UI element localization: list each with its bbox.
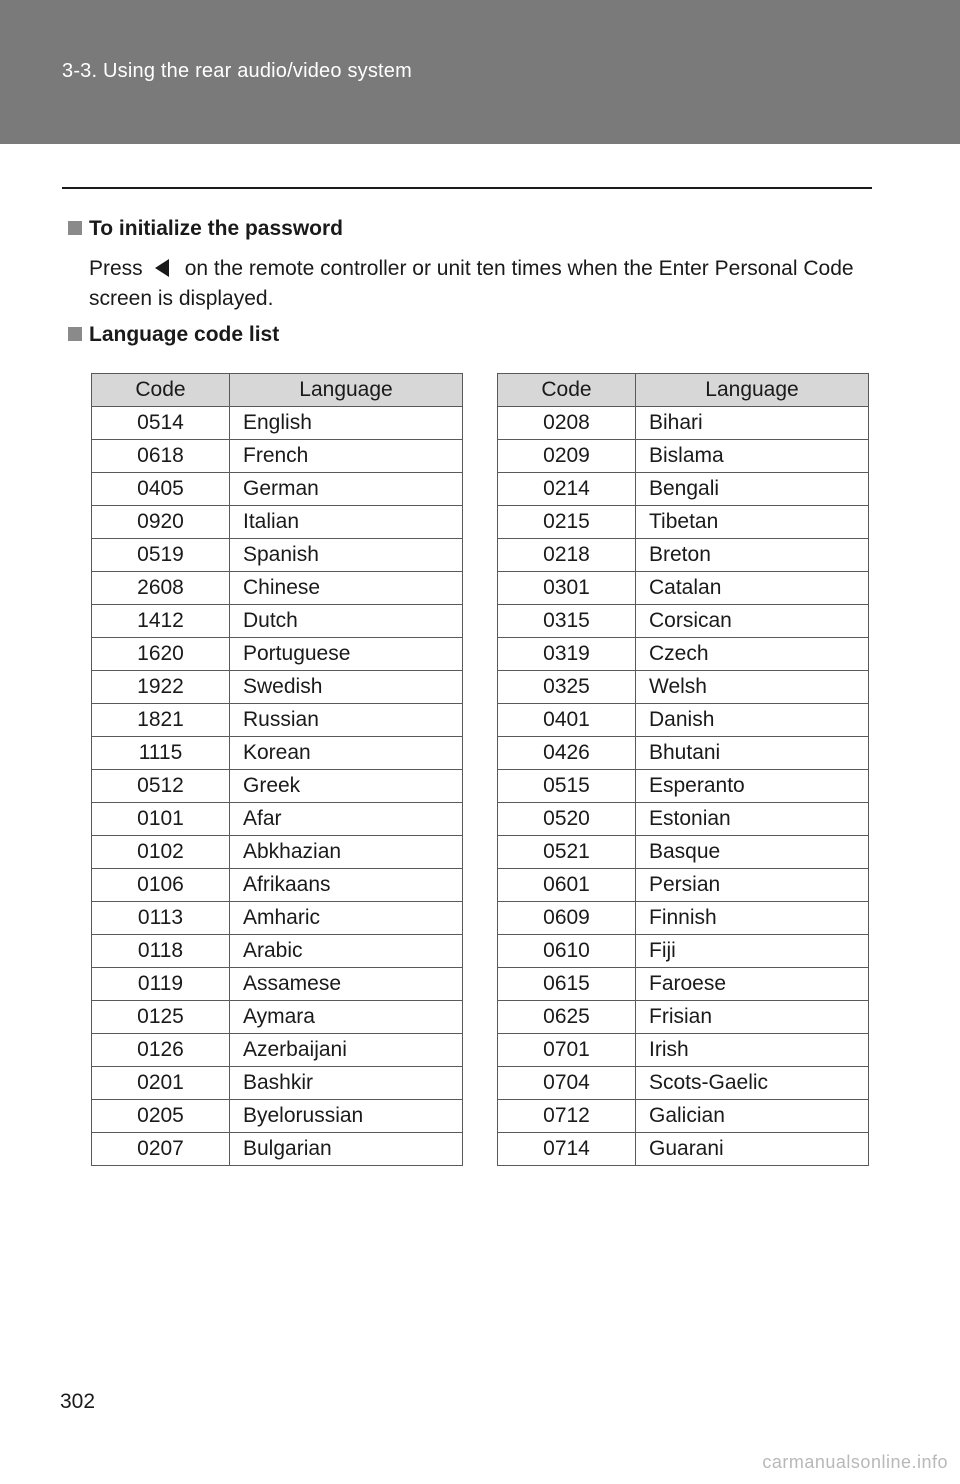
language-code-cell: 0701 [498, 1034, 636, 1067]
instruction-press: Press [89, 257, 143, 280]
language-name-cell: Amharic [230, 902, 463, 935]
language-name-cell: Galician [636, 1100, 869, 1133]
table-row [498, 1001, 869, 1034]
language-name-cell: Bashkir [230, 1067, 463, 1100]
language-code-cell: 1412 [92, 605, 230, 638]
language-code-cell: 0515 [498, 770, 636, 803]
language-code-cell: 0512 [92, 770, 230, 803]
table-row [92, 1133, 463, 1166]
table-row [92, 671, 463, 704]
language-code-cell: 0325 [498, 671, 636, 704]
language-code-cell: 0215 [498, 506, 636, 539]
language-code-cell: 0126 [92, 1034, 230, 1067]
language-code-cell: 0625 [498, 1001, 636, 1034]
language-code-cell: 1821 [92, 704, 230, 737]
language-name-cell: Greek [230, 770, 463, 803]
language-name-cell: Basque [636, 836, 869, 869]
table-row [498, 1100, 869, 1133]
table-row [92, 935, 463, 968]
table-row [498, 1034, 869, 1067]
language-name-cell: Assamese [230, 968, 463, 1001]
table-row [498, 902, 869, 935]
language-name-cell: Afar [230, 803, 463, 836]
language-name-cell: German [230, 473, 463, 506]
table-row [92, 1067, 463, 1100]
language-code-cell: 0113 [92, 902, 230, 935]
table-header-row [498, 374, 869, 407]
table-row [498, 1067, 869, 1100]
language-name-cell: Spanish [230, 539, 463, 572]
table-row [92, 440, 463, 473]
language-code-cell: 0119 [92, 968, 230, 1001]
watermark: carmanualsonline.info [762, 1452, 948, 1472]
table-row [92, 902, 463, 935]
language-code-cell: 0218 [498, 539, 636, 572]
password-instruction [89, 254, 889, 314]
table-row [92, 1100, 463, 1133]
language-name-cell: Finnish [636, 902, 869, 935]
table-row [498, 968, 869, 1001]
language-code-cell: 0714 [498, 1133, 636, 1166]
table-row [498, 836, 869, 869]
language-name-cell: Welsh [636, 671, 869, 704]
table-row [92, 572, 463, 605]
table-header-row [92, 374, 463, 407]
language-code-cell: 0101 [92, 803, 230, 836]
table-row [498, 605, 869, 638]
table-row [92, 638, 463, 671]
language-code-cell: 0712 [498, 1100, 636, 1133]
table-row [498, 770, 869, 803]
table-row [498, 1133, 869, 1166]
language-code-cell: 0201 [92, 1067, 230, 1100]
table-row [498, 539, 869, 572]
language-name-cell: Bhutani [636, 737, 869, 770]
table-row [498, 440, 869, 473]
language-code-cell: 0521 [498, 836, 636, 869]
language-name-cell: Dutch [230, 605, 463, 638]
password-heading-text: To initialize the password [89, 217, 343, 240]
page-header [0, 0, 960, 144]
language-code-cell: 0920 [92, 506, 230, 539]
language-code-cell: 0319 [498, 638, 636, 671]
language-name-cell: Guarani [636, 1133, 869, 1166]
language-code-cell: 2608 [92, 572, 230, 605]
language-code-cell: 0405 [92, 473, 230, 506]
language-name-cell: Bislama [636, 440, 869, 473]
language-name-cell: Azerbaijani [230, 1034, 463, 1067]
table-row [92, 737, 463, 770]
language-name-cell: Abkhazian [230, 836, 463, 869]
table-row [92, 506, 463, 539]
password-section-heading [68, 217, 343, 241]
language-name-cell: Aymara [230, 1001, 463, 1034]
language-name-cell: Arabic [230, 935, 463, 968]
table-row [92, 1001, 463, 1034]
language-code-cell: 1922 [92, 671, 230, 704]
language-name-cell: Chinese [230, 572, 463, 605]
language-name-cell: Byelorussian [230, 1100, 463, 1133]
language-heading-text: Language code list [89, 323, 280, 346]
table-row [498, 704, 869, 737]
page-number: 302 [60, 1390, 96, 1413]
language-name-cell: Afrikaans [230, 869, 463, 902]
table-row [92, 605, 463, 638]
language-name-cell: Fiji [636, 935, 869, 968]
table-row [92, 407, 463, 440]
language-code-cell: 0609 [498, 902, 636, 935]
language-code-cell: 0209 [498, 440, 636, 473]
table-row [92, 473, 463, 506]
language-code-cell: 0601 [498, 869, 636, 902]
table-row [498, 407, 869, 440]
square-bullet-icon [68, 221, 82, 235]
language-code-cell: 0301 [498, 572, 636, 605]
language-name-cell: Tibetan [636, 506, 869, 539]
language-code-cell: 0207 [92, 1133, 230, 1166]
language-code-cell: 0106 [92, 869, 230, 902]
language-name-cell: Bihari [636, 407, 869, 440]
table-row [498, 803, 869, 836]
table-row [498, 671, 869, 704]
language-code-cell: 0315 [498, 605, 636, 638]
instruction-rest: on the remote controller or unit ten times when the Enter Personal Code screen is displayed. [89, 257, 854, 310]
language-code-cell: 1620 [92, 638, 230, 671]
column-header-language: Language [230, 374, 463, 407]
table-row [92, 1034, 463, 1067]
language-code-cell: 0214 [498, 473, 636, 506]
language-name-cell: Irish [636, 1034, 869, 1067]
table-row [92, 803, 463, 836]
language-name-cell: Czech [636, 638, 869, 671]
language-name-cell: Danish [636, 704, 869, 737]
chapter-title: 3-3. Using the rear audio/video system [62, 60, 412, 82]
left-arrow-icon [155, 259, 169, 277]
language-name-cell: Breton [636, 539, 869, 572]
language-code-cell: 0208 [498, 407, 636, 440]
language-code-table-right [497, 373, 869, 1166]
language-name-cell: French [230, 440, 463, 473]
table-row [92, 770, 463, 803]
language-code-cell: 0514 [92, 407, 230, 440]
language-name-cell: Scots-Gaelic [636, 1067, 869, 1100]
language-name-cell: Italian [230, 506, 463, 539]
table-row [92, 836, 463, 869]
language-section-heading [68, 323, 279, 347]
language-code-table-left [91, 373, 463, 1166]
language-code-cell: 0401 [498, 704, 636, 737]
table-row [92, 968, 463, 1001]
language-name-cell: Bengali [636, 473, 869, 506]
language-code-cell: 0615 [498, 968, 636, 1001]
language-name-cell: Persian [636, 869, 869, 902]
table-row [498, 935, 869, 968]
language-name-cell: Swedish [230, 671, 463, 704]
language-name-cell: Bulgarian [230, 1133, 463, 1166]
table-row [498, 737, 869, 770]
table-row [498, 638, 869, 671]
table-row [498, 473, 869, 506]
language-code-cell: 0520 [498, 803, 636, 836]
language-code-cell: 0102 [92, 836, 230, 869]
column-header-code: Code [92, 374, 230, 407]
language-code-cell: 0704 [498, 1067, 636, 1100]
table-row [92, 869, 463, 902]
language-name-cell: Russian [230, 704, 463, 737]
language-name-cell: English [230, 407, 463, 440]
table-row [498, 869, 869, 902]
language-code-cell: 1115 [92, 737, 230, 770]
section-divider [62, 187, 872, 189]
square-bullet-icon [68, 327, 82, 341]
table-row [498, 572, 869, 605]
language-code-cell: 0426 [498, 737, 636, 770]
table-row [92, 704, 463, 737]
table-row [498, 506, 869, 539]
table-row [92, 539, 463, 572]
language-name-cell: Corsican [636, 605, 869, 638]
language-name-cell: Esperanto [636, 770, 869, 803]
column-header-language: Language [636, 374, 869, 407]
language-name-cell: Faroese [636, 968, 869, 1001]
language-code-cell: 0205 [92, 1100, 230, 1133]
column-header-code: Code [498, 374, 636, 407]
language-code-cell: 0618 [92, 440, 230, 473]
language-name-cell: Catalan [636, 572, 869, 605]
language-code-cell: 0125 [92, 1001, 230, 1034]
language-name-cell: Portuguese [230, 638, 463, 671]
language-code-cell: 0610 [498, 935, 636, 968]
language-name-cell: Estonian [636, 803, 869, 836]
language-name-cell: Korean [230, 737, 463, 770]
language-code-cell: 0118 [92, 935, 230, 968]
language-code-cell: 0519 [92, 539, 230, 572]
language-name-cell: Frisian [636, 1001, 869, 1034]
